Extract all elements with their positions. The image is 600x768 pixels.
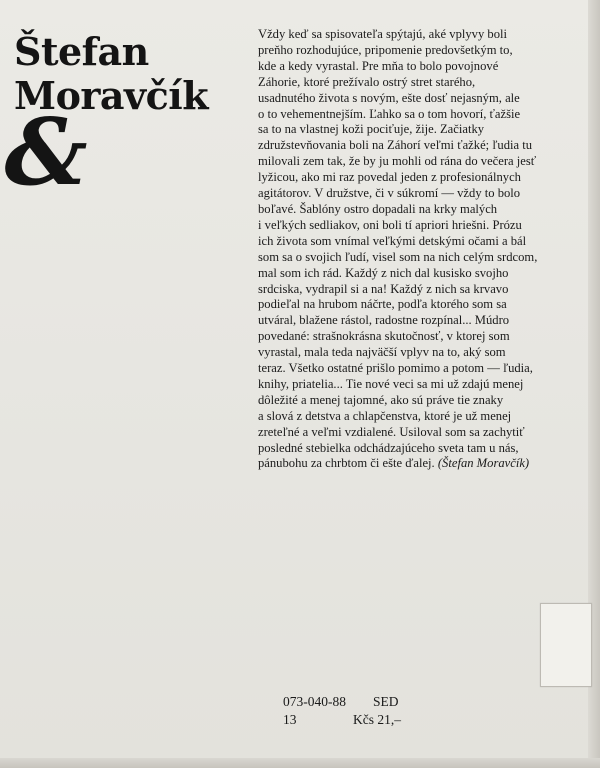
blurb-line: o to vehementnejším. Ľahko sa o tom hovorí, ťažšie	[258, 106, 521, 121]
cover-edge-bottom	[0, 758, 600, 768]
blurb-line: knihy, priatelia... Tie nové veci sa mi už zdajú menej	[258, 376, 524, 391]
blurb-line: mal som ich rád. Každý z nich dal kusisko svojho	[258, 265, 509, 280]
svg-text:&: &	[4, 98, 88, 206]
author-first-name: Štefan	[14, 29, 149, 74]
blurb-line: povedané: strašnokrásna skutočnosť, v ktorej som	[258, 329, 510, 344]
blurb-line: Vždy keď sa spisovateľa spýtajú, aké vplyvy boli	[258, 27, 507, 41]
blurb-line: i veľkých sedliakov, oni boli tí apriori hriešni. Prózu	[258, 217, 522, 232]
author-last-name: Moravčík	[14, 73, 209, 118]
blurb-text	[258, 27, 590, 472]
catalog-code: 073-040-88	[283, 694, 346, 709]
blurb-lines	[258, 27, 590, 456]
catalog-info	[283, 693, 483, 729]
blurb-line: dôležité a menej tajomné, ako sú práve tie znaky	[258, 392, 504, 407]
blurb-line: Záhorie, ktoré prežívalo ostrý stret starého,	[258, 74, 476, 89]
catalog-row-2	[283, 711, 483, 729]
blurb-line: ich života som vnímal veľkými detskými očami a bál	[258, 233, 527, 248]
blurb-line: a slová z detstva a chlapčenstva, ktoré je už menej	[258, 408, 512, 423]
catalog-row-1	[283, 693, 483, 711]
catalog-price: Kčs 21,–	[353, 712, 401, 727]
blurb-line: lyžicou, ako mi raz povedal jeden z profesionálnych	[258, 170, 521, 185]
blurb-closing-text: pánubohu za chrbtom či ešte ďalej.	[258, 456, 435, 471]
blurb-line: teraz. Všetko ostatné prišlo pomimo a potom — ľudia,	[258, 361, 533, 376]
library-sticker	[540, 603, 592, 687]
blurb-line: utváral, blažene rástol, radostne rozpínal... Múdro	[258, 313, 510, 328]
catalog-group: SED	[373, 694, 399, 709]
blurb-line: usadnutého života s novým, ešte dosť nejasným, ale	[258, 90, 520, 105]
blurb-line: agitátorov. V družstve, či v súkromí — vždy to bolo	[258, 186, 521, 201]
blurb-line: boľavé. Šablóny ostro dopadali na krky malých	[258, 201, 498, 216]
blurb-line: vyrastal, mala teda najväčší vplyv na to, aký som	[258, 345, 506, 360]
blurb-line: kde a kedy vyrastal. Pre mňa to bolo povojnové	[258, 58, 499, 73]
blurb-line: zreteľné a veľmi vzdialené. Usiloval som sa zachytiť	[258, 424, 525, 439]
catalog-number: 13	[283, 712, 297, 727]
blurb-line: sa to na vlastnej koži pociťuje, žije. Začiatky	[258, 122, 485, 137]
blurb-line: posledné stebielka odchádzajúceho sveta tam u nás,	[258, 440, 519, 455]
ampersand-icon	[4, 98, 88, 206]
blurb-line: združstevňovania boli na Záhorí veľmi ťažké; ľudia tu	[258, 138, 533, 153]
blurb-line: srdciska, vydrapil si a na! Každý z nich sa krvavo	[258, 281, 509, 296]
blurb-line: podieľal na hrubom náčrte, podľa ktorého som sa	[258, 297, 507, 312]
blurb-line: preňho rozhodujúce, pripomenie predovšetkým to,	[258, 42, 513, 57]
author-signature: (Štefan Moravčík)	[437, 456, 530, 471]
blurb-line: som sa o svojich ľudí, visel som na nich celým srdcom,	[258, 249, 538, 264]
blurb-last-line	[258, 456, 590, 472]
blurb-line: milovali zem tak, že by ju mohli od rána do večera jesť	[258, 154, 537, 169]
